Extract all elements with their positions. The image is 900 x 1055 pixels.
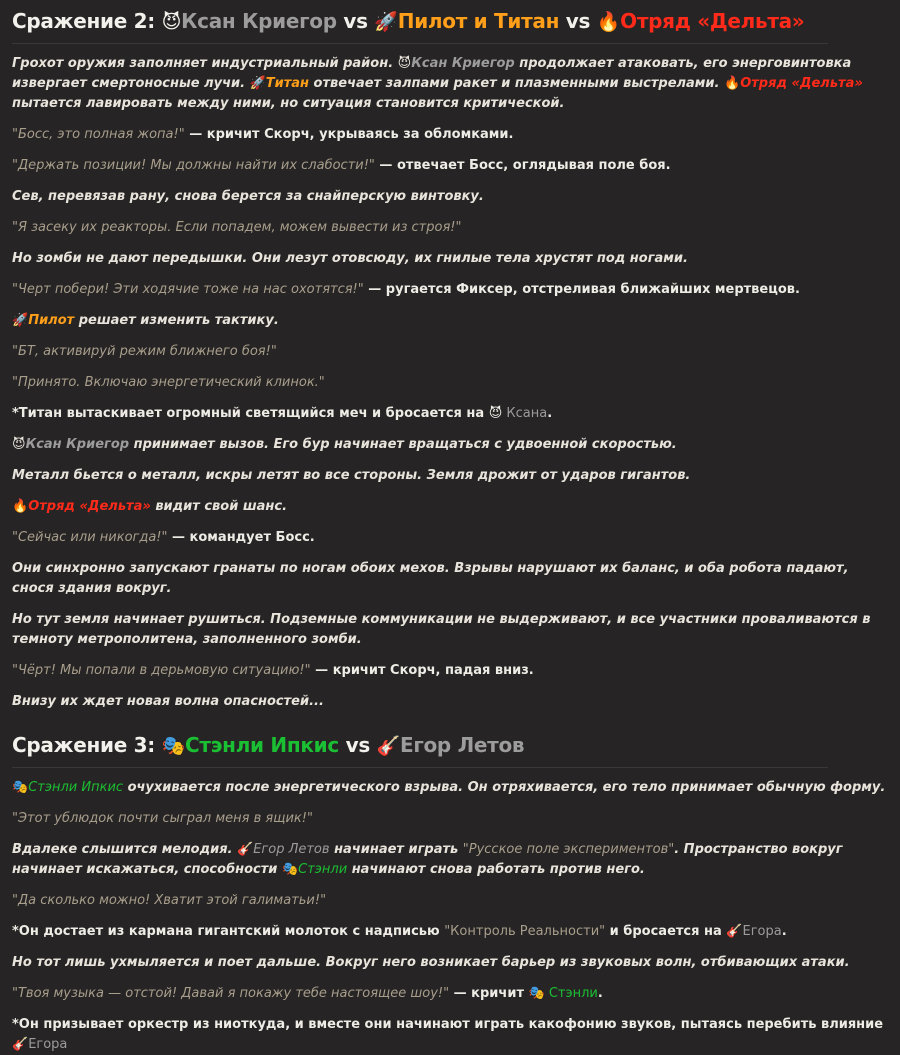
fighter-stanley: Стэнли Ипкис [184,733,339,757]
fire-icon: 🔥 [12,499,29,514]
paragraph: 😈Ксан Криегор принимает вызов. Его бур начинает вращаться с удвоенной скоростью. [12,437,677,452]
paragraph: 🔥Отряд «Дельта» видит свой шанс. [12,499,288,514]
divider [12,43,828,44]
devil-icon: 😈 [161,11,182,33]
guitar-icon: 🎸 [237,842,254,857]
paragraph: "Я засеку их реакторы. Если попадем, можем вывести из строя!" [12,220,462,235]
divider [12,767,828,768]
devil-icon: 😈 [12,437,26,452]
guitar-icon: 🎸 [376,735,400,757]
paragraph: "БТ, активируй режим ближнего боя!" [12,344,277,359]
paragraph: *Он призывает оркестр из ниоткуда, и вместе они начинают играть какофонию звуков, пытаясь перебить влияние 🎸Егора [12,1017,884,1052]
battle-3-heading: Сражение 3: 🎭Стэнли Ипкис vs 🎸Егор Летов [12,733,525,757]
guitar-icon: 🎸 [726,924,743,939]
fire-icon: 🔥 [596,11,621,33]
fighter-pilot: Пилот и Титан [397,9,560,33]
paragraph: Сев, перевязав рану, снова берется за снайперскую винтовку. [12,189,484,204]
paragraph: "Черт побери! Эти ходячие тоже на нас охотятся!" — ругается Фиксер, отстреливая ближайших мертвецов. [12,282,800,297]
mask-icon: 🎭 [12,780,29,795]
paragraph: Но тот лишь ухмыляется и поет дальше. Вокруг него возникает барьер из звуковых волн, отбивающих атаки. [12,955,850,970]
paragraph: "Босс, это полная жопа!" — кричит Скорч, укрываясь за обломками. [12,127,514,142]
fighter-delta: Отряд «Дельта» [620,9,805,33]
paragraph: Металл бьется о металл, искры летят во все стороны. Земля дрожит от ударов гигантов. [12,468,691,483]
devil-icon: 😈 [488,406,503,421]
paragraph: Они синхронно запускают гранаты по ногам обоих мехов. Взрывы нарушают их баланс, и оба робота падают, снося здания вокруг. [12,561,849,596]
paragraph: Внизу их ждет новая волна опасностей... [12,694,324,709]
paragraph: "Твоя музыка — отстой! Давай я покажу тебе настоящее шоу!" — кричит 🎭 Стэнли. [12,986,603,1001]
paragraph: "Держать позиции! Мы должны найти их слабости!" — отвечает Босс, оглядывая поле боя. [12,158,671,173]
guitar-icon: 🎸 [12,1037,29,1052]
paragraph: *Титан вытаскивает огромный светящийся меч и бросается на 😈 Ксана. [12,406,553,421]
fighter-xan: Ксан Криегор [181,9,337,33]
mask-icon: 🎭 [528,986,545,1001]
paragraph: Грохот оружия заполняет индустриальный район. 😈Ксан Криегор продолжает атаковать, его энерговинтовка извергает смертоносные лучи. 🚀Титан отвечает залпами ракет и плазменными выстрелами. 🔥Отряд «Дельта» пытается лавировать между ними, но ситуация становится критической. [12,56,863,111]
fire-icon: 🔥 [724,76,741,91]
fighter-egor: Егор Летов [399,733,525,757]
paragraph: "Этот ублюдок почти сыграл меня в ящик!" [12,811,313,826]
paragraph: *Он достает из кармана гигантский молоток с надписью "Контроль Реальности" и бросается на 🎸Егора. [12,924,787,939]
paragraph: "Сейчас или никогда!" — командует Босс. [12,530,315,545]
mask-icon: 🎭 [281,862,299,877]
paragraph: "Да сколько можно! Хватит этой галиматьи!" [12,893,327,908]
paragraph: Вдалеке слышится мелодия. 🎸Егор Летов начинает играть "Русское поле экспериментов". Пространство вокруг начинает искажаться, способности 🎭Стэнли начинают снова работать против него. [12,842,843,877]
rocket-icon: 🚀 [12,313,29,328]
paragraph: "Чёрт! Мы попали в дерьмовую ситуацию!" — кричит Скорч, падая вниз. [12,663,534,678]
paragraph: Но тут земля начинает рушиться. Подземные коммуникации не выдерживают, и все участники проваливаются в темноту метрополитена, заполненного зомби. [12,612,871,647]
paragraph: 🚀Пилот решает изменить тактику. [12,313,279,328]
paragraph: 🎭Стэнли Ипкис очухивается после энергетического взрыва. Он отряхивается, его тело принимает обычную форму. [12,780,886,795]
rocket-icon: 🚀 [249,76,266,91]
paragraph: Но зомби не дают передышки. Они лезут отовсюду, их гнилые тела хрустят под ногами. [12,251,688,266]
rocket-icon: 🚀 [374,11,398,33]
battle-2-heading: Сражение 2: 😈Ксан Криегор vs 🚀Пилот и Титан vs 🔥Отряд «Дельта» [12,9,805,33]
devil-icon: 😈 [397,56,412,71]
paragraph: "Принято. Включаю энергетический клинок." [12,375,325,390]
mask-icon: 🎭 [161,735,185,757]
